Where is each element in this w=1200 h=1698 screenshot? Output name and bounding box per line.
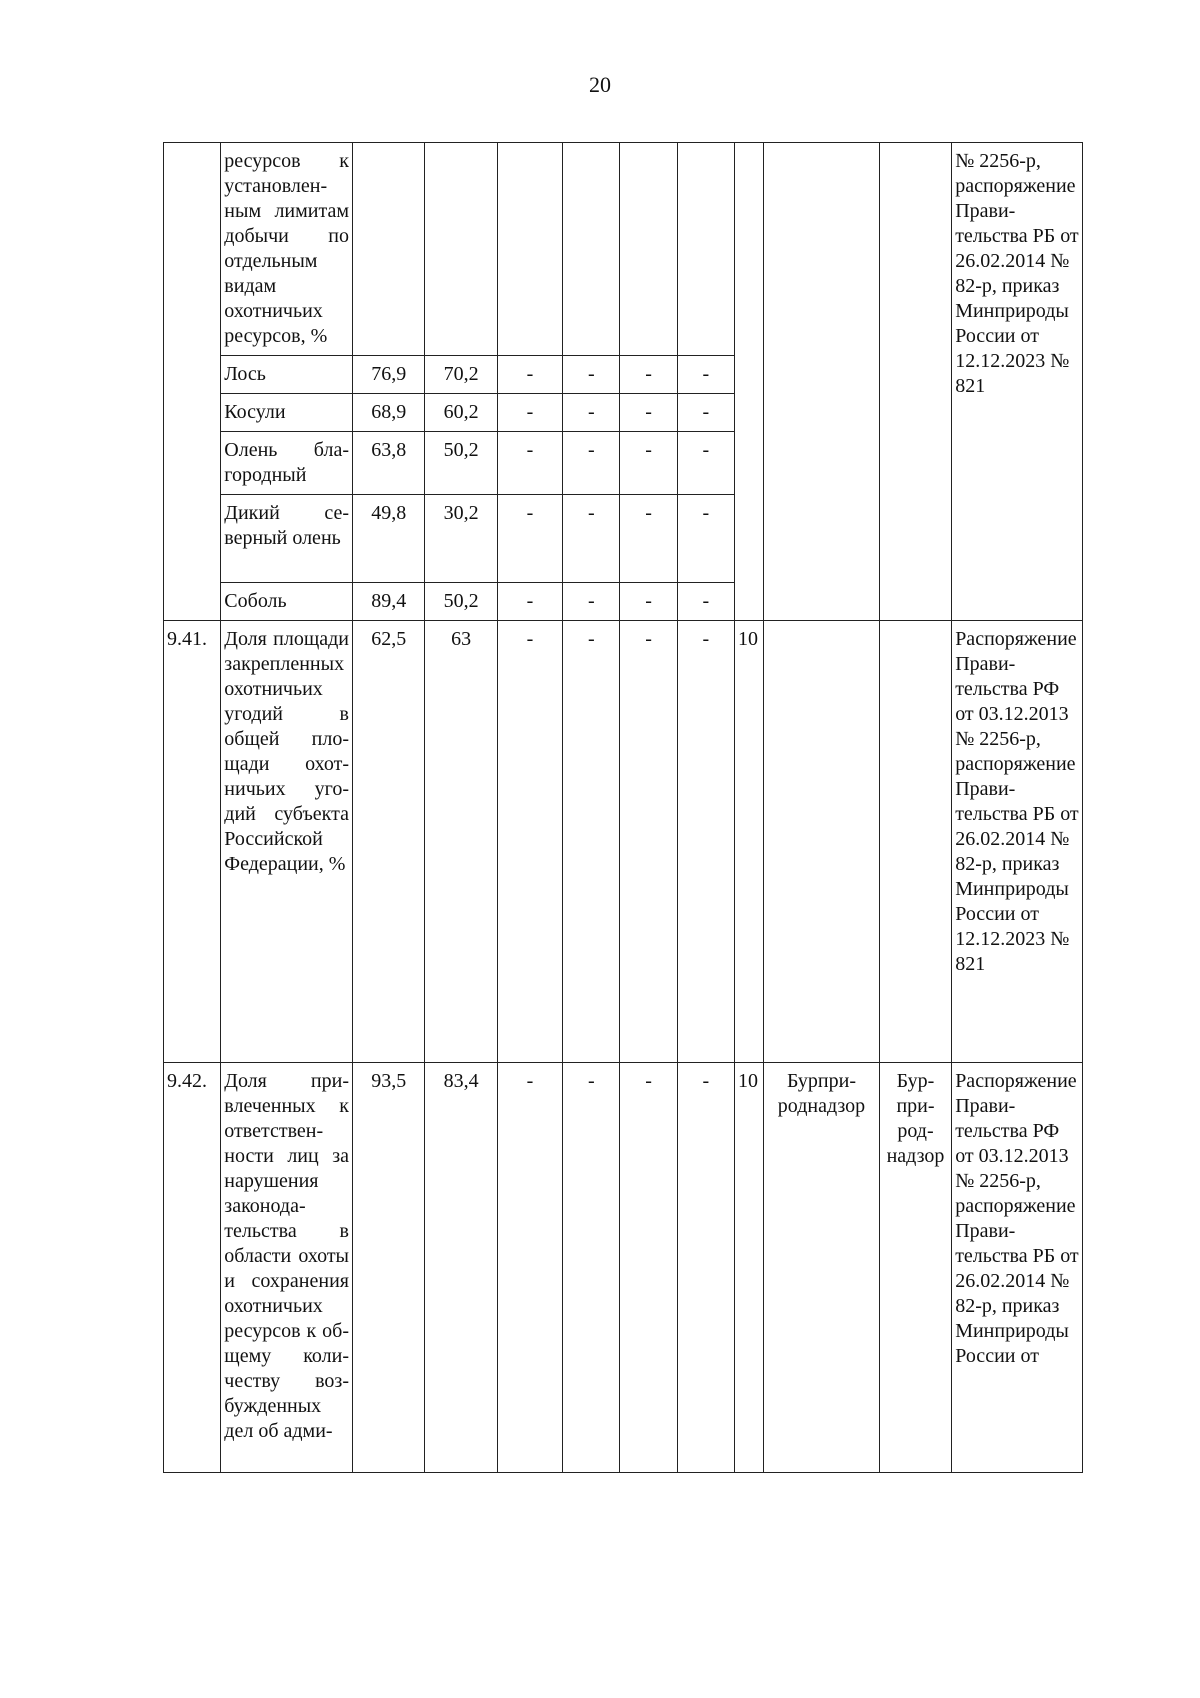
dash-cell: - bbox=[677, 394, 734, 432]
value-1: 89,4 bbox=[353, 583, 425, 621]
dash-cell: - bbox=[563, 1063, 620, 1473]
value-2: 50,2 bbox=[425, 583, 497, 621]
indicator-name: Доля привлеченных к ответственности лиц за нарушения законодательства в области охоты и сохранения охотничьих ресурсов к общему количеству возбужденных дел об адми- bbox=[221, 1063, 353, 1473]
dash-cell: - bbox=[497, 356, 562, 394]
table-row-9-42 bbox=[164, 1063, 1083, 1473]
source-document: Распоряжение Правительства РФ от 03.12.2013 № 2256-р, распоряжение Правительства РБ от 26.02.2014 № 82-р, приказ Минприроды России от bbox=[952, 1063, 1083, 1473]
dash-cell: - bbox=[620, 1063, 677, 1473]
responsible-cell bbox=[764, 143, 880, 621]
dash-cell: - bbox=[677, 621, 734, 1063]
species-name: Косули bbox=[221, 394, 353, 432]
dash-cell: - bbox=[497, 583, 562, 621]
dash-cell: - bbox=[677, 432, 734, 495]
dash-cell: - bbox=[677, 495, 734, 583]
row-number-cell bbox=[164, 143, 221, 621]
page-number: 20 bbox=[589, 72, 611, 97]
species-name: Соболь bbox=[221, 583, 353, 621]
dash-cell: - bbox=[563, 621, 620, 1063]
value-1: 49,8 bbox=[353, 495, 425, 583]
dash-cell: - bbox=[563, 394, 620, 432]
dash-cell: - bbox=[677, 356, 734, 394]
value-2: 83,4 bbox=[425, 1063, 497, 1473]
row-number: 9.41. bbox=[164, 621, 221, 1063]
value-2: 30,2 bbox=[425, 495, 497, 583]
table-row-9-41 bbox=[164, 621, 1083, 1063]
co-executor bbox=[879, 621, 951, 1063]
species-name: Олень благородный bbox=[221, 432, 353, 495]
value-1: 62,5 bbox=[353, 621, 425, 1063]
value-2: 50,2 bbox=[425, 432, 497, 495]
weight-value: 10 bbox=[735, 1063, 764, 1473]
dash-cell: - bbox=[620, 495, 677, 583]
value-2: 63 bbox=[425, 621, 497, 1063]
dash-cell: - bbox=[620, 583, 677, 621]
dash-cell: - bbox=[620, 356, 677, 394]
dash-cell: - bbox=[677, 1063, 734, 1473]
dash-cell: - bbox=[563, 495, 620, 583]
value-2: 70,2 bbox=[425, 356, 497, 394]
value-1: 63,8 bbox=[353, 432, 425, 495]
dash-cell: - bbox=[620, 621, 677, 1063]
table-row-continuation-header bbox=[164, 143, 1083, 356]
value-1: 93,5 bbox=[353, 1063, 425, 1473]
dash-cell: - bbox=[497, 394, 562, 432]
dash-cell: - bbox=[497, 432, 562, 495]
dash-cell: - bbox=[563, 432, 620, 495]
dash-cell: - bbox=[563, 583, 620, 621]
dash-cell: - bbox=[677, 583, 734, 621]
dash-cell: - bbox=[563, 356, 620, 394]
source-document: Распоряжение Правительства РФ от 03.12.2013 № 2256-р, распоряжение Правительства РБ от 26.02.2014 № 82-р, приказ Минприроды России от 12.12.2023 № 821 bbox=[952, 621, 1083, 1063]
dash-cell: - bbox=[620, 432, 677, 495]
weight-cell bbox=[735, 143, 764, 621]
dash-cell: - bbox=[620, 394, 677, 432]
indicator-name: ресурсов к установленным лимитам добычи по отдельным видам охотничьих ресурсов, % bbox=[221, 143, 353, 356]
row-number: 9.42. bbox=[164, 1063, 221, 1473]
dash-cell: - bbox=[497, 1063, 562, 1473]
co-executor: Бурприроднадзор bbox=[879, 1063, 951, 1473]
responsible-executor bbox=[764, 621, 880, 1063]
species-name: Лось bbox=[221, 356, 353, 394]
coexecutor-cell bbox=[879, 143, 951, 621]
indicators-table bbox=[163, 142, 1083, 1473]
dash-cell: - bbox=[497, 495, 562, 583]
value-1: 76,9 bbox=[353, 356, 425, 394]
indicator-name: Доля площади закрепленных охотничьих угодий в общей площади охотничьих угодий субъекта Российской Федерации, % bbox=[221, 621, 353, 1063]
source-cell: № 2256-р, распоряжение Правительства РБ от 26.02.2014 № 82-р, приказ Минприроды России от 12.12.2023 № 821 bbox=[952, 143, 1083, 621]
value-1: 68,9 bbox=[353, 394, 425, 432]
responsible-executor: Бурприроднадзор bbox=[764, 1063, 880, 1473]
weight-value: 10 bbox=[735, 621, 764, 1063]
dash-cell: - bbox=[497, 621, 562, 1063]
species-name: Дикий северный олень bbox=[221, 495, 353, 583]
value-2: 60,2 bbox=[425, 394, 497, 432]
